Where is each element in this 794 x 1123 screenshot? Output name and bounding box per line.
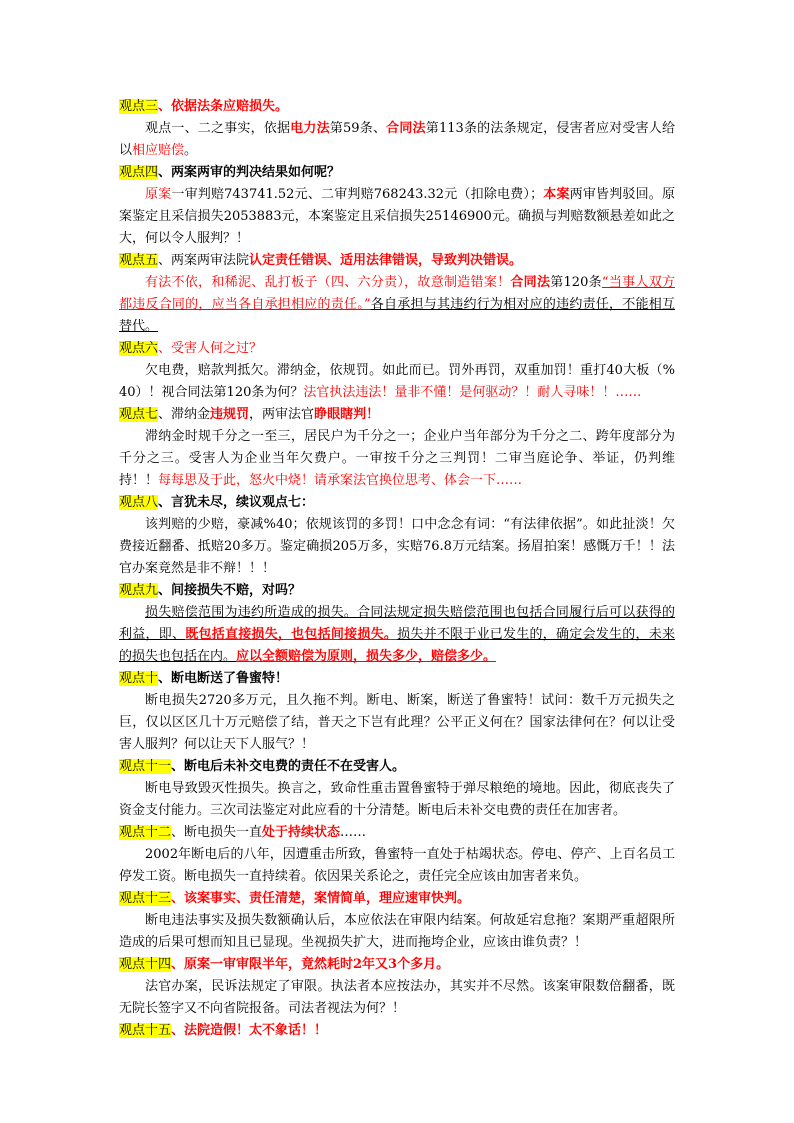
- viewpoint-section-12: [119, 822, 675, 888]
- body-run: 第59条、: [329, 121, 387, 136]
- body-run: 欠电费，赔款判抵欠。滞纳金，依规罚。如此而已。罚外再罚，双重加罚！重打40大板（%40）！视合同法第120条为何？: [119, 363, 675, 400]
- viewpoint-body: [119, 778, 675, 822]
- body-run: 应以全额赔偿为原则，损失多少，赔偿多少。: [236, 649, 497, 664]
- body-run: 断电导致毁灭性损失。换言之，致命性重击置鲁蜜特于弹尽粮绝的境地。因此，彻底丧失了资金支付能力。三次司法鉴定对此应看的十分清楚。断电后未补交电费的责任在加害者。: [119, 781, 675, 818]
- heading-run: 、两案两审的判决结果如何呢？: [158, 165, 341, 180]
- heading-run: 观点三: [119, 99, 159, 114]
- heading-run: 观点四: [119, 165, 159, 180]
- heading-run: 、断电损失一直: [171, 825, 263, 840]
- heading-run: 、法院造假！太不象话！！: [171, 1023, 328, 1038]
- body-run: 原案: [145, 187, 172, 202]
- body-run: 断电损失2720多万元，且久拖不判。断电、断案，断送了鲁蜜特！试问：数千万元损失之巨，仅以区区几十万元赔偿了结，普天之下岂有此理？公平正义何在？国家法律何在？何以让受害人服判？何以让天下人服气？！: [119, 693, 675, 752]
- heading-run: 违规罚: [210, 407, 250, 422]
- viewpoint-section-10: [119, 668, 675, 756]
- heading-run: 观点十二: [119, 825, 172, 840]
- viewpoint-section-14: [119, 954, 675, 1020]
- viewpoint-section-4: [119, 162, 675, 250]
- body-run: 相应赔偿: [132, 143, 185, 158]
- viewpoint-heading: [119, 954, 675, 976]
- viewpoint-heading: [119, 96, 675, 118]
- body-run: 断电违法事实及损失数额确认后，本应依法在审限内结案。何故延宕怠拖？案期严重超限所造成的后果可想而知且已显现。坐视损失扩大，进而拖垮企业，应该由谁负责？！: [119, 913, 675, 950]
- body-run: 有法不依，和稀泥、乱打板子（四、六分责），故意制造错案！: [145, 275, 511, 290]
- body-run: 法官执法违法！量非不懂！是何驱动？！耐人寻味！！……: [303, 385, 642, 400]
- viewpoint-section-8: [119, 492, 675, 580]
- viewpoint-body: [119, 514, 675, 580]
- document-page: [119, 96, 675, 1042]
- heading-run: 观点十: [119, 671, 159, 686]
- body-run: 合同法: [386, 121, 426, 136]
- viewpoint-section-7: [119, 404, 675, 492]
- viewpoint-heading: [119, 338, 675, 360]
- heading-run: 观点九: [119, 583, 159, 598]
- body-run: 2002年断电后的八年，因遭重击所致，鲁蜜特一直处于枯竭状态。停电、停产、上百名员工停发工资。断电损失一直持续着。依因果关系论之，责任完全应该由加害者来负。: [119, 847, 675, 884]
- viewpoint-body: [119, 272, 675, 338]
- viewpoint-body: [119, 184, 675, 250]
- heading-run: ，两审法官: [249, 407, 315, 422]
- viewpoint-section-6: [119, 338, 675, 404]
- body-run: 损失并不限于业已发生的，确定会发生的，未来的损失也包括在内。: [119, 627, 675, 664]
- viewpoint-heading: [119, 250, 675, 272]
- heading-run: 观点十四: [119, 957, 172, 972]
- viewpoint-section-15: [119, 1020, 675, 1042]
- viewpoint-heading: [119, 580, 675, 602]
- heading-run: 、受害人何之过？: [158, 341, 263, 356]
- body-run: 两审皆判驳回。原案鉴定且采信损失2053883元，本案鉴定且采信损失25146900元。确损与判赔数额悬差如此之大，何以令人服判？！: [119, 187, 675, 246]
- heading-run: 观点十五: [119, 1023, 172, 1038]
- body-run: 每每思及于此，怒火中烧！请承案法官换位思考、体会一下……: [158, 473, 523, 488]
- heading-run: 观点五: [119, 253, 159, 268]
- viewpoint-body: [119, 118, 675, 162]
- heading-run: 、滞纳金: [158, 407, 211, 422]
- viewpoint-heading: [119, 162, 675, 184]
- viewpoint-body: [119, 360, 675, 404]
- body-run: 第113条的法条规定，侵害者应对受害人给以: [119, 121, 675, 158]
- heading-run: 处于持续状态: [262, 825, 341, 840]
- viewpoint-body: [119, 602, 675, 668]
- viewpoint-heading: [119, 756, 675, 778]
- body-run: 法官办案，民诉法规定了审限。执法者本应按法办，其实并不尽然。该案审限数倍翻番，既无院长签字又不向省院报备。司法者视法为何？！: [119, 979, 675, 1016]
- heading-run: 观点八: [119, 495, 159, 510]
- body-run: 本案: [543, 187, 570, 202]
- heading-run: 、两案两审法院: [158, 253, 250, 268]
- viewpoint-body: [119, 690, 675, 756]
- heading-run: 、断电断送了鲁蜜特！: [158, 671, 289, 686]
- heading-run: 、原案一审审限半年，竟然耗时2年又3个多月。: [171, 957, 450, 972]
- viewpoint-heading: [119, 668, 675, 690]
- viewpoint-section-3: [119, 96, 675, 162]
- heading-run: 、断电后未补交电费的责任不在受害人。: [171, 759, 406, 774]
- viewpoint-body: [119, 910, 675, 954]
- body-run: 。: [184, 143, 198, 158]
- viewpoint-body: [119, 426, 675, 492]
- viewpoint-section-13: [119, 888, 675, 954]
- body-run: 既包括直接损失，也包括间接损失。: [185, 627, 398, 642]
- heading-run: 观点十三: [119, 891, 172, 906]
- viewpoint-heading: [119, 492, 675, 514]
- body-run: 第120条: [550, 275, 602, 290]
- heading-run: 观点七: [119, 407, 159, 422]
- body-run: 各自承担与其违约行为相对应的违约责任，不能相互替代。: [119, 297, 675, 334]
- body-run: 合同法: [510, 275, 551, 290]
- viewpoint-heading: [119, 404, 675, 426]
- heading-run: 、该案事实、责任清楚，案情简单，理应速审快判。: [171, 891, 471, 906]
- body-run: 观点一、二之事实，依据: [145, 121, 291, 136]
- body-run: 损失赔偿范围为违约所造成的损失。合同法规定损失赔偿范围也包括合同履行后可以获得的利益，即、: [119, 605, 675, 642]
- body-run: 该判赔的少赔，豪减%40；依规该罚的多罚！口中念念有词：“有法律依据”。如此扯淡！欠费接近翻番、抵赔20多万。鉴定确损205万多，实赔76.8万元结案。扬眉拍案！感慨万千！！法官办案竟然是非不辩！！！: [119, 517, 675, 576]
- heading-run: 、言犹未尽，续议观点七：: [158, 495, 315, 510]
- heading-run: ……: [340, 825, 367, 840]
- viewpoint-heading: [119, 888, 675, 910]
- viewpoint-heading: [119, 1020, 675, 1042]
- viewpoint-body: [119, 844, 675, 888]
- viewpoint-section-11: [119, 756, 675, 822]
- heading-run: 观点十一: [119, 759, 172, 774]
- body-run: “当事人双方都违反合同的，应当各自承担相应的责任。”: [119, 275, 675, 312]
- body-run: 电力法: [290, 121, 330, 136]
- viewpoint-section-5: [119, 250, 675, 338]
- heading-run: 睁眼瞎判！: [314, 407, 380, 422]
- viewpoint-heading: [119, 822, 675, 844]
- heading-run: 观点六: [119, 341, 159, 356]
- heading-run: 认定责任错误、适用法律错误，导致判决错误。: [249, 253, 523, 268]
- heading-run: 、间接损失不赔，对吗？: [158, 583, 302, 598]
- heading-run: 、依据法条应赔损失。: [158, 99, 289, 114]
- body-run: 滞纳金时规千分之一至三，居民户为千分之一；企业户当年部分为千分之二、跨年度部分为千分之三。受害人为企业当年欠费户。一审按千分之三判罚！二审当庭论争、举证，仍判维持！！: [119, 429, 675, 488]
- viewpoint-body: [119, 976, 675, 1020]
- body-run: 一审判赔743741.52元、二审判赔768243.32元（扣除电费）；: [171, 187, 544, 202]
- viewpoint-section-9: [119, 580, 675, 668]
